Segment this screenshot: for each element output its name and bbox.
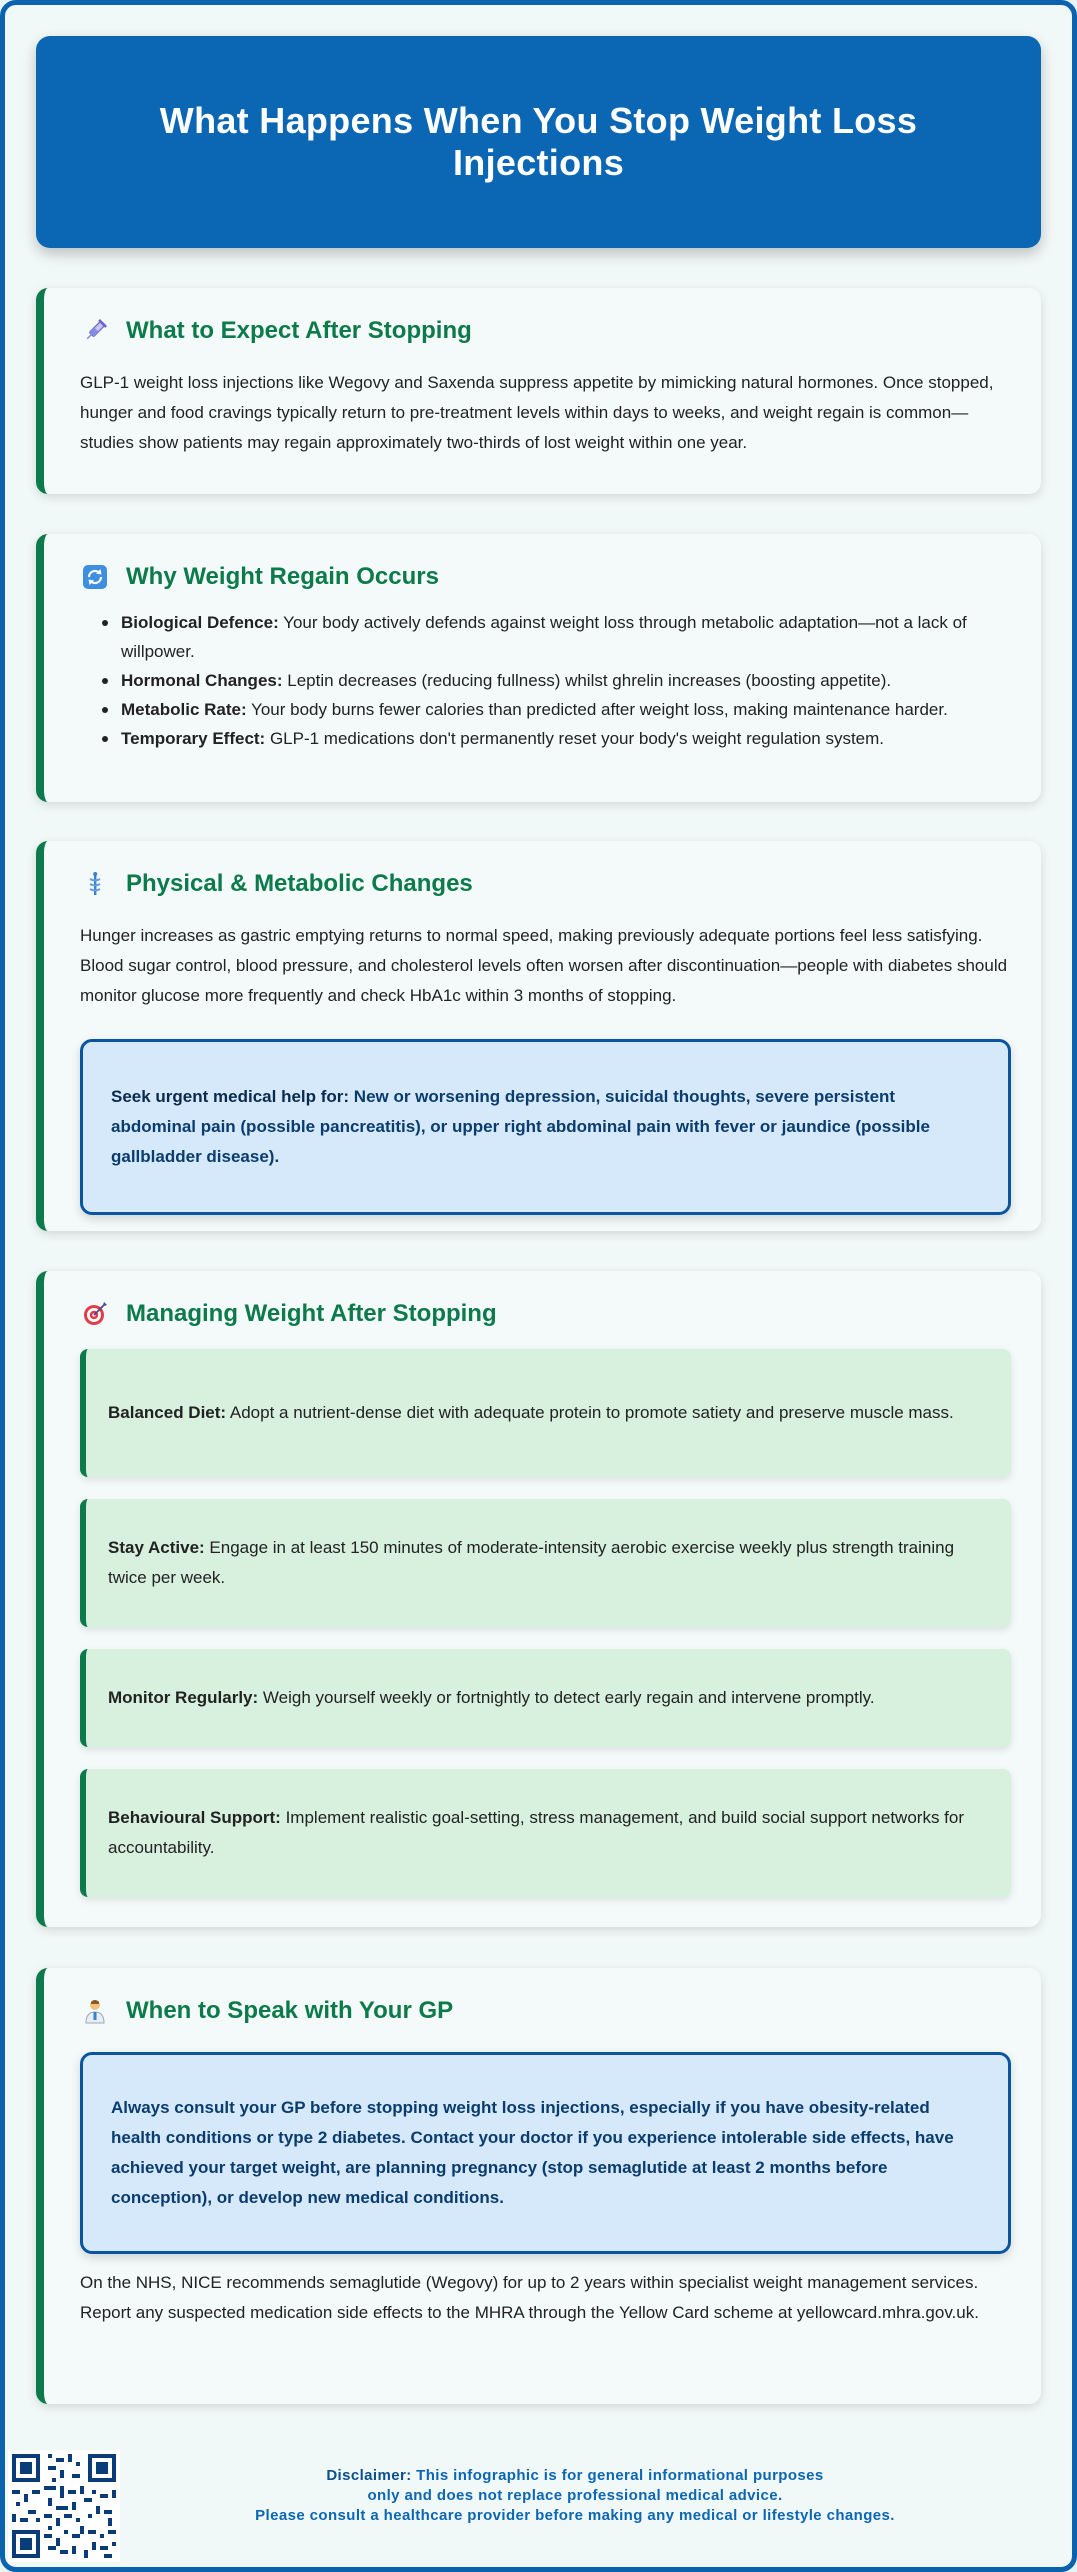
page-header bbox=[36, 36, 1041, 248]
medical-symbol-icon bbox=[80, 869, 110, 899]
disclaimer-label: Disclaimer: bbox=[326, 2467, 412, 2484]
syringe-icon bbox=[80, 316, 110, 346]
section-header bbox=[80, 1299, 1011, 1329]
section-text: On the NHS, NICE recommends semaglutide (Wegovy) for up to 2 years within specialist weight management services. Report any suspected medication side effects to the MHRA through the Yellow Card scheme at yellowcard.mhra.gov.uk. bbox=[80, 2273, 979, 2322]
tip-monitor-regularly: Monitor Regularly: Weigh yourself weekly or fortnightly to detect early regain and intervene promptly. bbox=[80, 1649, 1011, 1747]
section-header bbox=[80, 316, 1011, 346]
list-item: Metabolic Rate: Your body burns fewer calories than predicted after weight loss, making maintenance harder. bbox=[100, 695, 1011, 724]
alert-label: Seek urgent medical help for: bbox=[111, 1087, 350, 1106]
list-item: Biological Defence: Your body actively defends against weight loss through metabolic adaptation—not a lack of willpower. bbox=[100, 608, 1011, 666]
list-item: Temporary Effect: GLP-1 medications don't permanently reset your body's weight regulation system. bbox=[100, 724, 1011, 753]
tip-balanced-diet: Balanced Diet: Adopt a nutrient-dense diet with adequate protein to promote satiety and preserve muscle mass. bbox=[80, 1349, 1011, 1477]
gp-consult-alert bbox=[80, 2052, 1011, 2254]
section-text: Hunger increases as gastric emptying returns to normal speed, making previously adequate portions feel less satisfying. Blood sugar control, blood pressure, and cholesterol levels often worsen after discontinuation—people with diabetes should monitor glucose more frequently and check HbA1c within 3 months of stopping. bbox=[80, 926, 1008, 1005]
urgent-help-alert bbox=[80, 1039, 1011, 1215]
refresh-icon bbox=[80, 562, 110, 592]
section-physical-changes bbox=[36, 841, 1041, 1231]
section-why-regain bbox=[36, 534, 1041, 802]
section-managing-weight bbox=[36, 1271, 1041, 1927]
section-speak-with-gp bbox=[36, 1968, 1041, 2404]
alert-text: Always consult your GP before stopping weight loss injections, especially if you have obesity-related health conditions or type 2 diabetes. Contact your doctor if you experience intolerable side effects, have achieved your target weight, are planning pregnancy (stop semaglutide at least 2 months before conception), or develop new medical conditions. bbox=[111, 2098, 954, 2207]
doctor-icon bbox=[80, 1996, 110, 2026]
section-header bbox=[80, 562, 1011, 592]
section-title: Physical & Metabolic Changes bbox=[126, 870, 473, 897]
tip-stay-active: Stay Active: Engage in at least 150 minutes of moderate-intensity aerobic exercise weekly plus strength training twice per week. bbox=[80, 1499, 1011, 1627]
section-header bbox=[80, 869, 1011, 899]
section-header bbox=[80, 1996, 1011, 2026]
list-item: Hormonal Changes: Leptin decreases (reducing fullness) whilst ghrelin increases (boosting appetite). bbox=[100, 666, 1011, 695]
target-icon bbox=[80, 1299, 110, 1329]
qr-code-icon bbox=[8, 2450, 120, 2562]
tip-behavioural-support: Behavioural Support: Implement realistic goal-setting, stress management, and build social support networks for accountability. bbox=[80, 1769, 1011, 1897]
section-text: GLP-1 weight loss injections like Wegovy and Saxenda suppress appetite by mimicking natural hormones. Once stopped, hunger and food cravings typically return to pre-treatment levels within days to weeks, and weight regain is common—studies show patients may regain approximately two-thirds of lost weight within one year. bbox=[80, 373, 994, 452]
disclaimer: Disclaimer: This infographic is for general informational purposes only and does not replace professional medical advice. Please consult a healthcare provider before making any medical or lifestyle changes. bbox=[140, 2466, 1010, 2526]
section-title: What to Expect After Stopping bbox=[126, 317, 472, 344]
section-title: When to Speak with Your GP bbox=[126, 1997, 454, 2024]
regain-reasons-list bbox=[80, 608, 1011, 753]
section-what-to-expect bbox=[36, 288, 1041, 494]
disclaimer-line: only and does not replace professional medical advice. bbox=[367, 2487, 783, 2504]
page-title: What Happens When You Stop Weight Loss Injections bbox=[159, 100, 918, 183]
disclaimer-line: Please consult a healthcare provider before making any medical or lifestyle changes. bbox=[255, 2507, 895, 2524]
section-title: Why Weight Regain Occurs bbox=[126, 563, 439, 590]
section-title: Managing Weight After Stopping bbox=[126, 1300, 497, 1327]
alert-text: New or worsening depression, suicidal thoughts, severe persistent abdominal pain (possible pancreatitis), or upper right abdominal pain with fever or jaundice (possible gallbladder disease). bbox=[111, 1087, 930, 1166]
